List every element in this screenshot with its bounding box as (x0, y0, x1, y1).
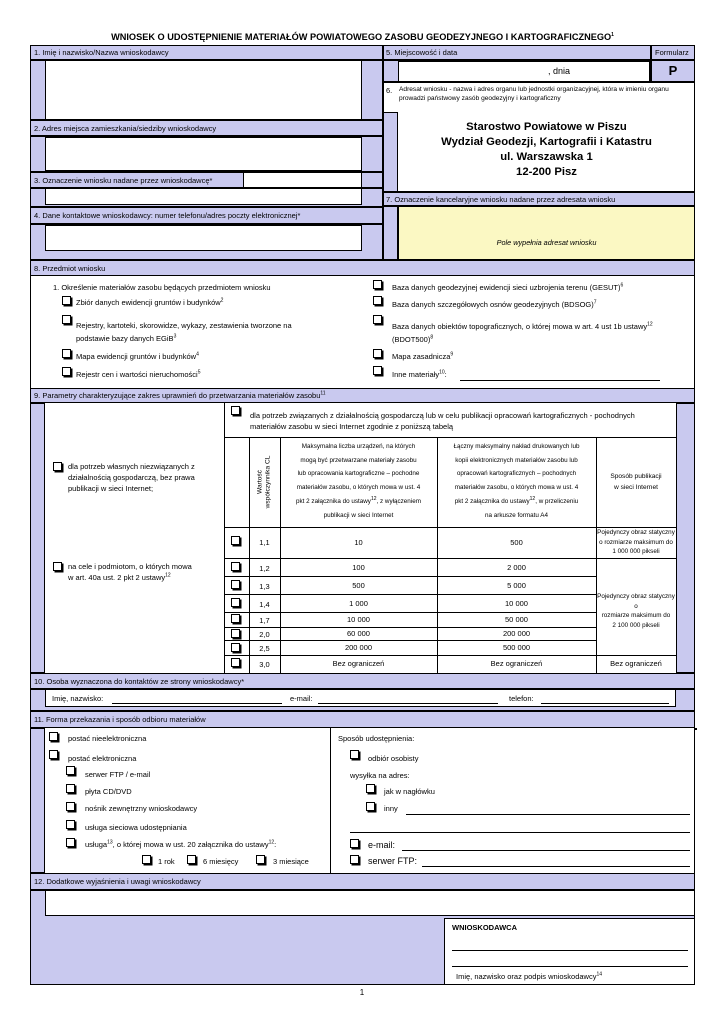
row-cl: 1,4 (259, 600, 270, 609)
row-dev: 500 (352, 581, 365, 590)
contact-email-input[interactable] (318, 703, 498, 704)
remarks-input[interactable] (45, 890, 695, 916)
checkbox-cd-dvd[interactable] (66, 784, 75, 793)
delivery-mode-label: Sposób udostępnienia: (338, 734, 415, 743)
opt-business: dla potrzeb związanych z działalnością gospodarczą lub w celu publikacji opracowań kartograficznych - pochodnych materiałów zasobu w sieci Internet zgodnie z poniższą tabelą (250, 411, 635, 431)
shipping-label: wysyłka na adres: (350, 771, 410, 780)
section-10-label: 10. Osoba wyznaczona do kontaktów ze strony wnioskodawcy* (34, 677, 245, 686)
opt-service: usługa$^{13}$, o której mowa w ust. 20 załącznika do ustawy$^{12}$: (85, 839, 277, 849)
addressee-line-2: Wydział Geodezji, Kartografii i Katastru (441, 136, 652, 148)
opt-as-header: jak w nagłówku (384, 787, 435, 796)
contact-person-row (45, 689, 676, 707)
pub-option-2: Pojedynczy obraz statyczny o rozmiarze maksimum do 2 100 000 pikseli (597, 593, 675, 629)
other-address-input-1[interactable] (406, 814, 690, 815)
col-pub-header: Sposób publikacji w sieci Internet (610, 473, 662, 491)
signature-line-2[interactable] (452, 966, 688, 967)
checkbox-cl-3-0[interactable] (231, 658, 240, 667)
row-dev: Bez ograniczeń (332, 659, 385, 668)
opt-gesut: Baza danych geodezyjnej ewidencji sieci uzbrojenia terenu (GESUT)$^6$ (392, 282, 624, 292)
row-print: 2 000 (507, 563, 526, 572)
office-reference-box (398, 206, 695, 260)
checkbox-egib-map[interactable] (62, 349, 71, 358)
section-6-fill (383, 112, 398, 192)
row-dev: 60 000 (347, 629, 370, 638)
pub-option-1: Pojedynczy obraz statyczny o rozmiarze maksimum do 1 000 000 pikseli (597, 529, 675, 556)
opt-other-purpose: na cele i podmiotom, o których mowa w art. 40a ust. 2 pkt 2 ustawy$^{12}$ (68, 562, 192, 582)
section-8-sub: 1. Określenie materiałów zasobu będących przedmiotem wniosku (53, 283, 271, 292)
opt-bdsog: Baza danych szczegółowych osnów geodezyjnych (BDSOG)$^7$ (392, 299, 597, 309)
opt-prices: Rejestr cen i wartości nieruchomości$^5$ (76, 369, 201, 379)
row-print: Bez ograniczeń (490, 659, 543, 668)
row-print: 5 000 (507, 581, 526, 590)
opt-paper: postać nieelektroniczna (68, 734, 147, 743)
checkbox-web-service[interactable] (66, 820, 75, 829)
checkbox-cl-1-7[interactable] (231, 614, 240, 623)
row-dev: 100 (352, 563, 365, 572)
applicant-heading: WNIOSKODAWCA (452, 923, 517, 932)
checkbox-registers[interactable] (62, 315, 71, 324)
row-sep-5 (225, 627, 596, 628)
checkbox-bdsog[interactable] (373, 296, 382, 305)
date-day-label: , dnia (548, 66, 571, 76)
row-dev: 1 000 (349, 599, 368, 608)
row-dev: 10 000 (347, 615, 370, 624)
checkbox-as-header[interactable] (366, 784, 375, 793)
checkbox-1-year[interactable] (142, 855, 151, 864)
addressee-line-4: 12-200 Pisz (516, 166, 577, 178)
applicant-reference-input-2[interactable] (45, 188, 362, 205)
contact-name-label: Imię, nazwisko: (52, 694, 104, 703)
row-cl: 1,1 (259, 538, 270, 547)
form-title: WNIOSEK O UDOSTĘPNIENIE MATERIAŁÓW POWIATOWEGO ZASOBU GEODEZYJNEGO I KARTOGRAFICZNEGO$^1$ (111, 31, 614, 42)
checkbox-business[interactable] (231, 406, 240, 415)
checkbox-egib[interactable] (62, 296, 71, 305)
section-2-label: 2. Adres miejsca zamieszkania/siedziby wnioskodawcy (34, 124, 217, 133)
row-sep-6 (225, 640, 596, 641)
opt-usb: nośnik zewnętrzny wnioskodawcy (85, 804, 198, 813)
row-sep-2 (225, 576, 596, 577)
opt-base-map: Mapa zasadnicza$^9$ (392, 351, 454, 361)
section-11-right-fill (695, 728, 697, 730)
checkbox-cl-1-4[interactable] (231, 598, 240, 607)
row-cl: 2,0 (259, 630, 270, 639)
contact-name-input[interactable] (112, 703, 282, 704)
pub-option-3: Bez ograniczeń (610, 659, 662, 668)
checkbox-other-purpose[interactable] (53, 562, 62, 571)
contact-input[interactable] (45, 225, 362, 251)
row-print: 50 000 (505, 615, 528, 624)
row-sep-1 (225, 558, 676, 559)
row-cl: 1,3 (259, 582, 270, 591)
opt-bdot500: Baza danych obiektów topograficznych, o której mowa w art. 4 ust 1b ustawy$^{12}$ (BDOT500)$^8$ (392, 321, 653, 344)
checkbox-prices[interactable] (62, 367, 71, 376)
applicant-name-input[interactable] (45, 60, 362, 120)
opt-ftp-email: serwer FTP / e-mail (85, 770, 151, 779)
section-9-left-fill (30, 403, 45, 673)
checkbox-cl-1-1[interactable] (231, 536, 240, 545)
checkbox-personal-pickup[interactable] (350, 750, 359, 759)
checkbox-paper[interactable] (49, 732, 58, 741)
checkbox-service[interactable] (66, 838, 75, 847)
opt-registers: Rejestry, kartoteki, skorowidze, wykazy, zestawienia tworzone na podstawie bazy danych EGiB$^3$ (76, 321, 292, 343)
col-cl-header: Wartość współczynnika CL (256, 455, 272, 509)
opt-egib-map: Mapa ewidencji gruntów i budynków$^4$ (76, 351, 199, 361)
row-cl: 1,7 (259, 616, 270, 625)
checkbox-gesut[interactable] (373, 280, 382, 289)
checkbox-cl-1-2[interactable] (231, 562, 240, 571)
checkbox-own-use[interactable] (53, 462, 62, 471)
section-11-label: 11. Forma przekazania i sposób odbioru materiałów (34, 715, 206, 724)
opt-own-use: dla potrzeb własnych niezwiązanych z działalnością gospodarczą, bez prawa publikacji w sieci Internet; (68, 462, 195, 493)
checkbox-cl-2-0[interactable] (231, 629, 240, 638)
applicant-reference-input[interactable] (243, 172, 362, 188)
opt-3-months: 3 miesiące (273, 857, 309, 866)
checkbox-electronic[interactable] (49, 750, 58, 759)
row-print: 10 000 (505, 599, 528, 608)
own-use-box (45, 403, 225, 673)
section-12-label: 12. Dodatkowe wyjaśnienia i uwagi wnioskodawcy (34, 877, 201, 886)
contact-phone-label: telefon: (509, 694, 534, 703)
formularz-value: P (668, 63, 678, 78)
section-8-label: 8. Przedmiot wniosku (34, 264, 106, 273)
section-5-label: 5. Miejscowość i data (386, 48, 458, 57)
opt-egib: Zbiór danych ewidencji gruntów i budynków$^2$ (76, 297, 224, 307)
row-sep-3 (225, 594, 596, 595)
other-materials-input[interactable] (460, 380, 660, 381)
opt-email-delivery: e-mail: (368, 840, 396, 850)
contact-phone-input[interactable] (541, 703, 669, 704)
section-4-label: 4. Dane kontaktowe wnioskodawcy: numer telefonu/adres poczty elektronicznej* (34, 211, 301, 220)
row-print: 500 (510, 538, 523, 547)
checkbox-ftp-email[interactable] (66, 766, 75, 775)
section-9-right-fill (676, 403, 695, 673)
ftp-server-input[interactable] (422, 866, 690, 867)
opt-6-months: 6 miesięcy (203, 857, 239, 866)
opt-cd-dvd: płyta CD/DVD (85, 787, 132, 796)
col-print-header: Łączny maksymalny nakład drukowanych lub kopii elektronicznych materiałów zasobu lub opracowań kartograficznych – pochodnych materiałów zasobu, o których mowa w ust. 4 pkt 2 załącznika do ustawy$^{12}$, w przeliczeniu na arkusze formatu A4 (453, 443, 580, 519)
row-cl: 1,2 (259, 564, 270, 573)
signature-caption: Imię, nazwisko oraz podpis wnioskodawcy$^{14}$ (456, 971, 603, 981)
page-number: 1 (359, 988, 365, 997)
section-9-label: 9. Parametry charakteryzujące zakres uprawnień do przetwarzania materiałów zasobu$^{11}$ (34, 390, 326, 400)
opt-1-year: 1 rok (158, 857, 175, 866)
opt-personal-pickup: odbiór osobisty (368, 754, 419, 763)
row-sep-4 (225, 612, 596, 613)
section-3-label: 3. Oznaczenie wniosku nadane przez wnioskodawcę* (34, 176, 213, 185)
row-print: 500 000 (502, 643, 531, 652)
place-date-input[interactable] (398, 61, 650, 82)
row-dev: 10 (354, 538, 363, 547)
checkbox-cl-1-3[interactable] (231, 580, 240, 589)
section-7-label: 7. Oznaczenie kancelaryjne wniosku nadane przez adresata wniosku (386, 195, 616, 204)
contact-email-label: e-mail: (290, 694, 313, 703)
section-7-fill (383, 206, 398, 260)
section-11-left-fill (30, 728, 45, 873)
checkbox-other-materials[interactable] (373, 366, 382, 375)
checkbox-email-delivery[interactable] (350, 839, 359, 848)
row-print: 200 000 (502, 629, 531, 638)
other-address-input-2[interactable] (350, 832, 690, 833)
formularz-label: Formularz (655, 48, 689, 57)
signature-line-1[interactable] (452, 950, 688, 951)
row-cl: 2,5 (259, 644, 270, 653)
col-dev-header: Maksymalna liczba urządzeń, na których mogą być przetwarzane materiały zasobu lub opracowania kartograficzne – pochodne materiałów zasobu, o których mowa w ust. 4 pkt 2 załącznika do ustawy$^{12}$, z wyłączeniem publikacji w sieci Internet (296, 443, 421, 519)
office-note: Pole wypełnia adresat wniosku (496, 238, 597, 247)
addressee-line-3: ul. Warszawska 1 (500, 151, 593, 163)
checkbox-bdot500[interactable] (373, 315, 382, 324)
section-6-number: 6. (386, 86, 393, 95)
section-6-label: Adresat wniosku - nazwa i adres organu lub jednostki organizacyjnej, która w imieniu organu prowadzi państwowy zasób geodezyjny i kartograficzny (399, 86, 669, 102)
section-1-label: 1. Imię i nazwisko/Nazwa wnioskodawcy (34, 48, 169, 57)
checkbox-base-map[interactable] (373, 349, 382, 358)
opt-electronic: postać elektroniczna (68, 754, 137, 763)
opt-ftp-server: serwer FTP: (368, 856, 418, 866)
table-top (225, 437, 676, 438)
opt-other-address: inny (384, 804, 398, 813)
opt-web-service: usługa sieciowa udostępniania (85, 823, 187, 832)
opt-other-materials: Inne materiały$^{10}$: (392, 369, 447, 379)
addressee (398, 120, 695, 180)
checkbox-usb[interactable] (66, 802, 75, 811)
checkbox-6-months[interactable] (187, 855, 196, 864)
checkbox-other-address[interactable] (366, 802, 375, 811)
checkbox-ftp-server[interactable] (350, 855, 359, 864)
checkbox-cl-2-5[interactable] (231, 643, 240, 652)
applicant-address-input[interactable] (45, 137, 362, 171)
row-cl: 3,0 (259, 660, 270, 669)
row-dev: 200 000 (344, 643, 373, 652)
section-11-divider (330, 728, 331, 873)
email-delivery-input[interactable] (402, 850, 690, 851)
row-sep-7 (225, 655, 676, 656)
addressee-line-1: Starostwo Powiatowe w Piszu (466, 121, 627, 133)
section-8-header (30, 260, 695, 276)
checkbox-3-months[interactable] (256, 855, 265, 864)
